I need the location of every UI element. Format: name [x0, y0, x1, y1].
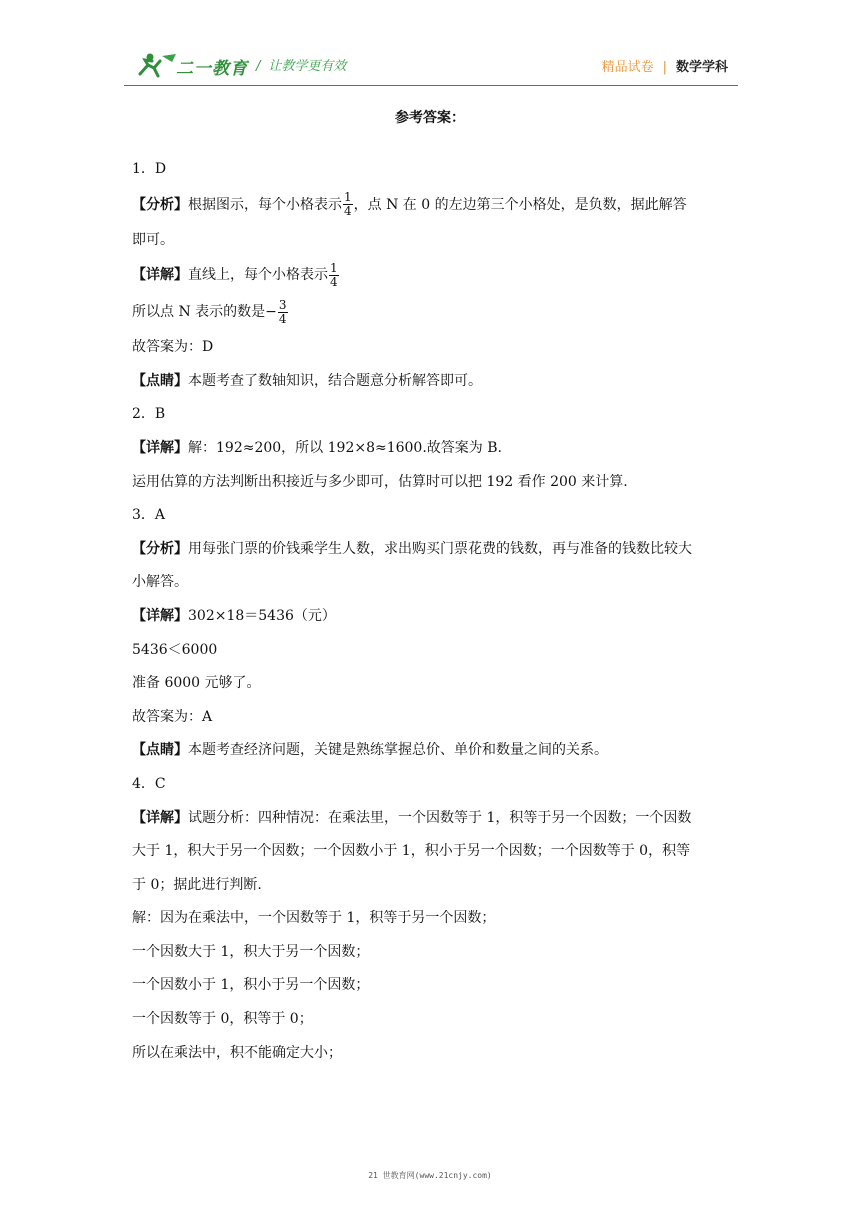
q3-note	[132, 734, 732, 768]
analysis-tag: 【分析】	[132, 196, 188, 213]
q3-compare: 5436＜6000	[132, 641, 218, 658]
q1-detail-a: 直线上，每个小格表示	[188, 267, 328, 284]
slogan-text: 让教学更有效	[268, 59, 347, 74]
fraction-denominator: 4	[278, 311, 287, 326]
q1-answer: 1．D	[132, 161, 167, 177]
q3-final: 故答案为：A	[132, 708, 213, 725]
q3-analysis-a: 用每张门票的价钱乘学生人数，求出购买门票花费的钱数，再与准备的钱数比较大	[188, 540, 692, 557]
detail-tag: 【详解】	[132, 607, 188, 624]
q4-solution-5: 所以在乘法中，积不能确定大小；	[132, 1044, 342, 1061]
q1-so-text: 所以点 N 表示的数是	[132, 304, 266, 321]
negative-sign: −	[265, 304, 277, 321]
fraction	[343, 191, 353, 218]
q1-analysis-b: ，点 N 在 0 的左边第三个小格处，是负数，据此解答	[353, 196, 687, 213]
q3-analysis-line2: 小解答。	[132, 574, 188, 591]
analysis-tag: 【分析】	[132, 540, 188, 557]
q1-analysis-line2: 即可。	[132, 231, 174, 248]
answer-content	[132, 153, 732, 1070]
detail-tag: 【详解】	[132, 809, 188, 826]
header-label-quality: 精品试卷	[601, 60, 654, 75]
q3-detail-text: 302×18＝5436（元）	[188, 607, 336, 624]
header-separator: |	[662, 60, 667, 75]
q1-analysis-line1	[132, 187, 732, 224]
q4-solution-1: 解：因为在乘法中，一个因数等于 1，积等于另一个因数；	[132, 910, 496, 927]
fraction-numerator: 1	[344, 190, 352, 205]
note-tag: 【点睛】	[132, 742, 188, 759]
q2-answer: 2．B	[132, 406, 166, 423]
q1-note	[132, 365, 732, 399]
detail-tag: 【详解】	[132, 439, 188, 456]
q3-detail	[132, 600, 732, 634]
fraction-numerator: 1	[330, 260, 338, 275]
slogan: / 让教学更有效	[256, 59, 347, 74]
note-tag: 【点睛】	[132, 372, 188, 389]
page-title: 参考答案：	[395, 110, 465, 126]
q1-detail	[132, 257, 732, 294]
q3-note-text: 本题考查经济问题，关键是熟练掌握总价、单价和数量之间的关系。	[188, 742, 608, 759]
q2-detail-text: 解：192≈200，所以 192×8≈1600.故答案为 B.	[188, 439, 502, 456]
page-header	[0, 0, 860, 100]
header-label-subject: 数学学科	[675, 60, 728, 75]
q2-extra: 运用估算的方法判断出积接近与多少即可，估算时可以把 192 看作 200 来计算.	[132, 473, 628, 490]
q4-answer: 4．C	[132, 775, 166, 792]
q3-analysis-line1	[132, 533, 732, 567]
fraction	[278, 299, 288, 326]
q4-solution-2: 一个因数大于 1，积大于另一个因数；	[132, 943, 370, 960]
fraction-numerator: 3	[278, 297, 287, 312]
q4-detail-a: 试题分析：四种情况：在乘法里，一个因数等于 1，积等于另一个因数；一个因数	[188, 809, 692, 826]
page-footer: 21 世教育网(www.21cnjy.com)	[368, 1171, 492, 1180]
header-right	[602, 56, 728, 75]
fraction-denominator: 4	[330, 274, 338, 289]
q4-solution-3: 一个因数小于 1，积小于另一个因数；	[132, 977, 370, 994]
q1-note-text: 本题考查了数轴知识，结合题意分析解答即可。	[188, 372, 482, 389]
header-divider	[124, 85, 738, 86]
q1-so	[132, 294, 732, 331]
q3-answer: 3．A	[132, 507, 166, 524]
fraction	[329, 262, 339, 289]
q2-detail	[132, 432, 732, 466]
q1-analysis-a: 根据图示，每个小格表示	[188, 196, 342, 213]
fraction-denominator: 4	[344, 204, 352, 219]
q4-solution-4: 一个因数等于 0，积等于 0；	[132, 1011, 313, 1028]
detail-tag: 【详解】	[132, 267, 188, 284]
logo-text: 二一教育	[176, 59, 248, 79]
q4-detail-line1	[132, 802, 732, 836]
q3-enough: 准备 6000 元够了。	[132, 675, 261, 692]
q1-final: 故答案为：D	[132, 339, 214, 356]
q4-detail-line3: 于 0；据此进行判断.	[132, 876, 262, 893]
q4-detail-line2: 大于 1，积大于另一个因数；一个因数小于 1，积小于另一个因数；一个因数等于 0，积等	[132, 843, 691, 860]
